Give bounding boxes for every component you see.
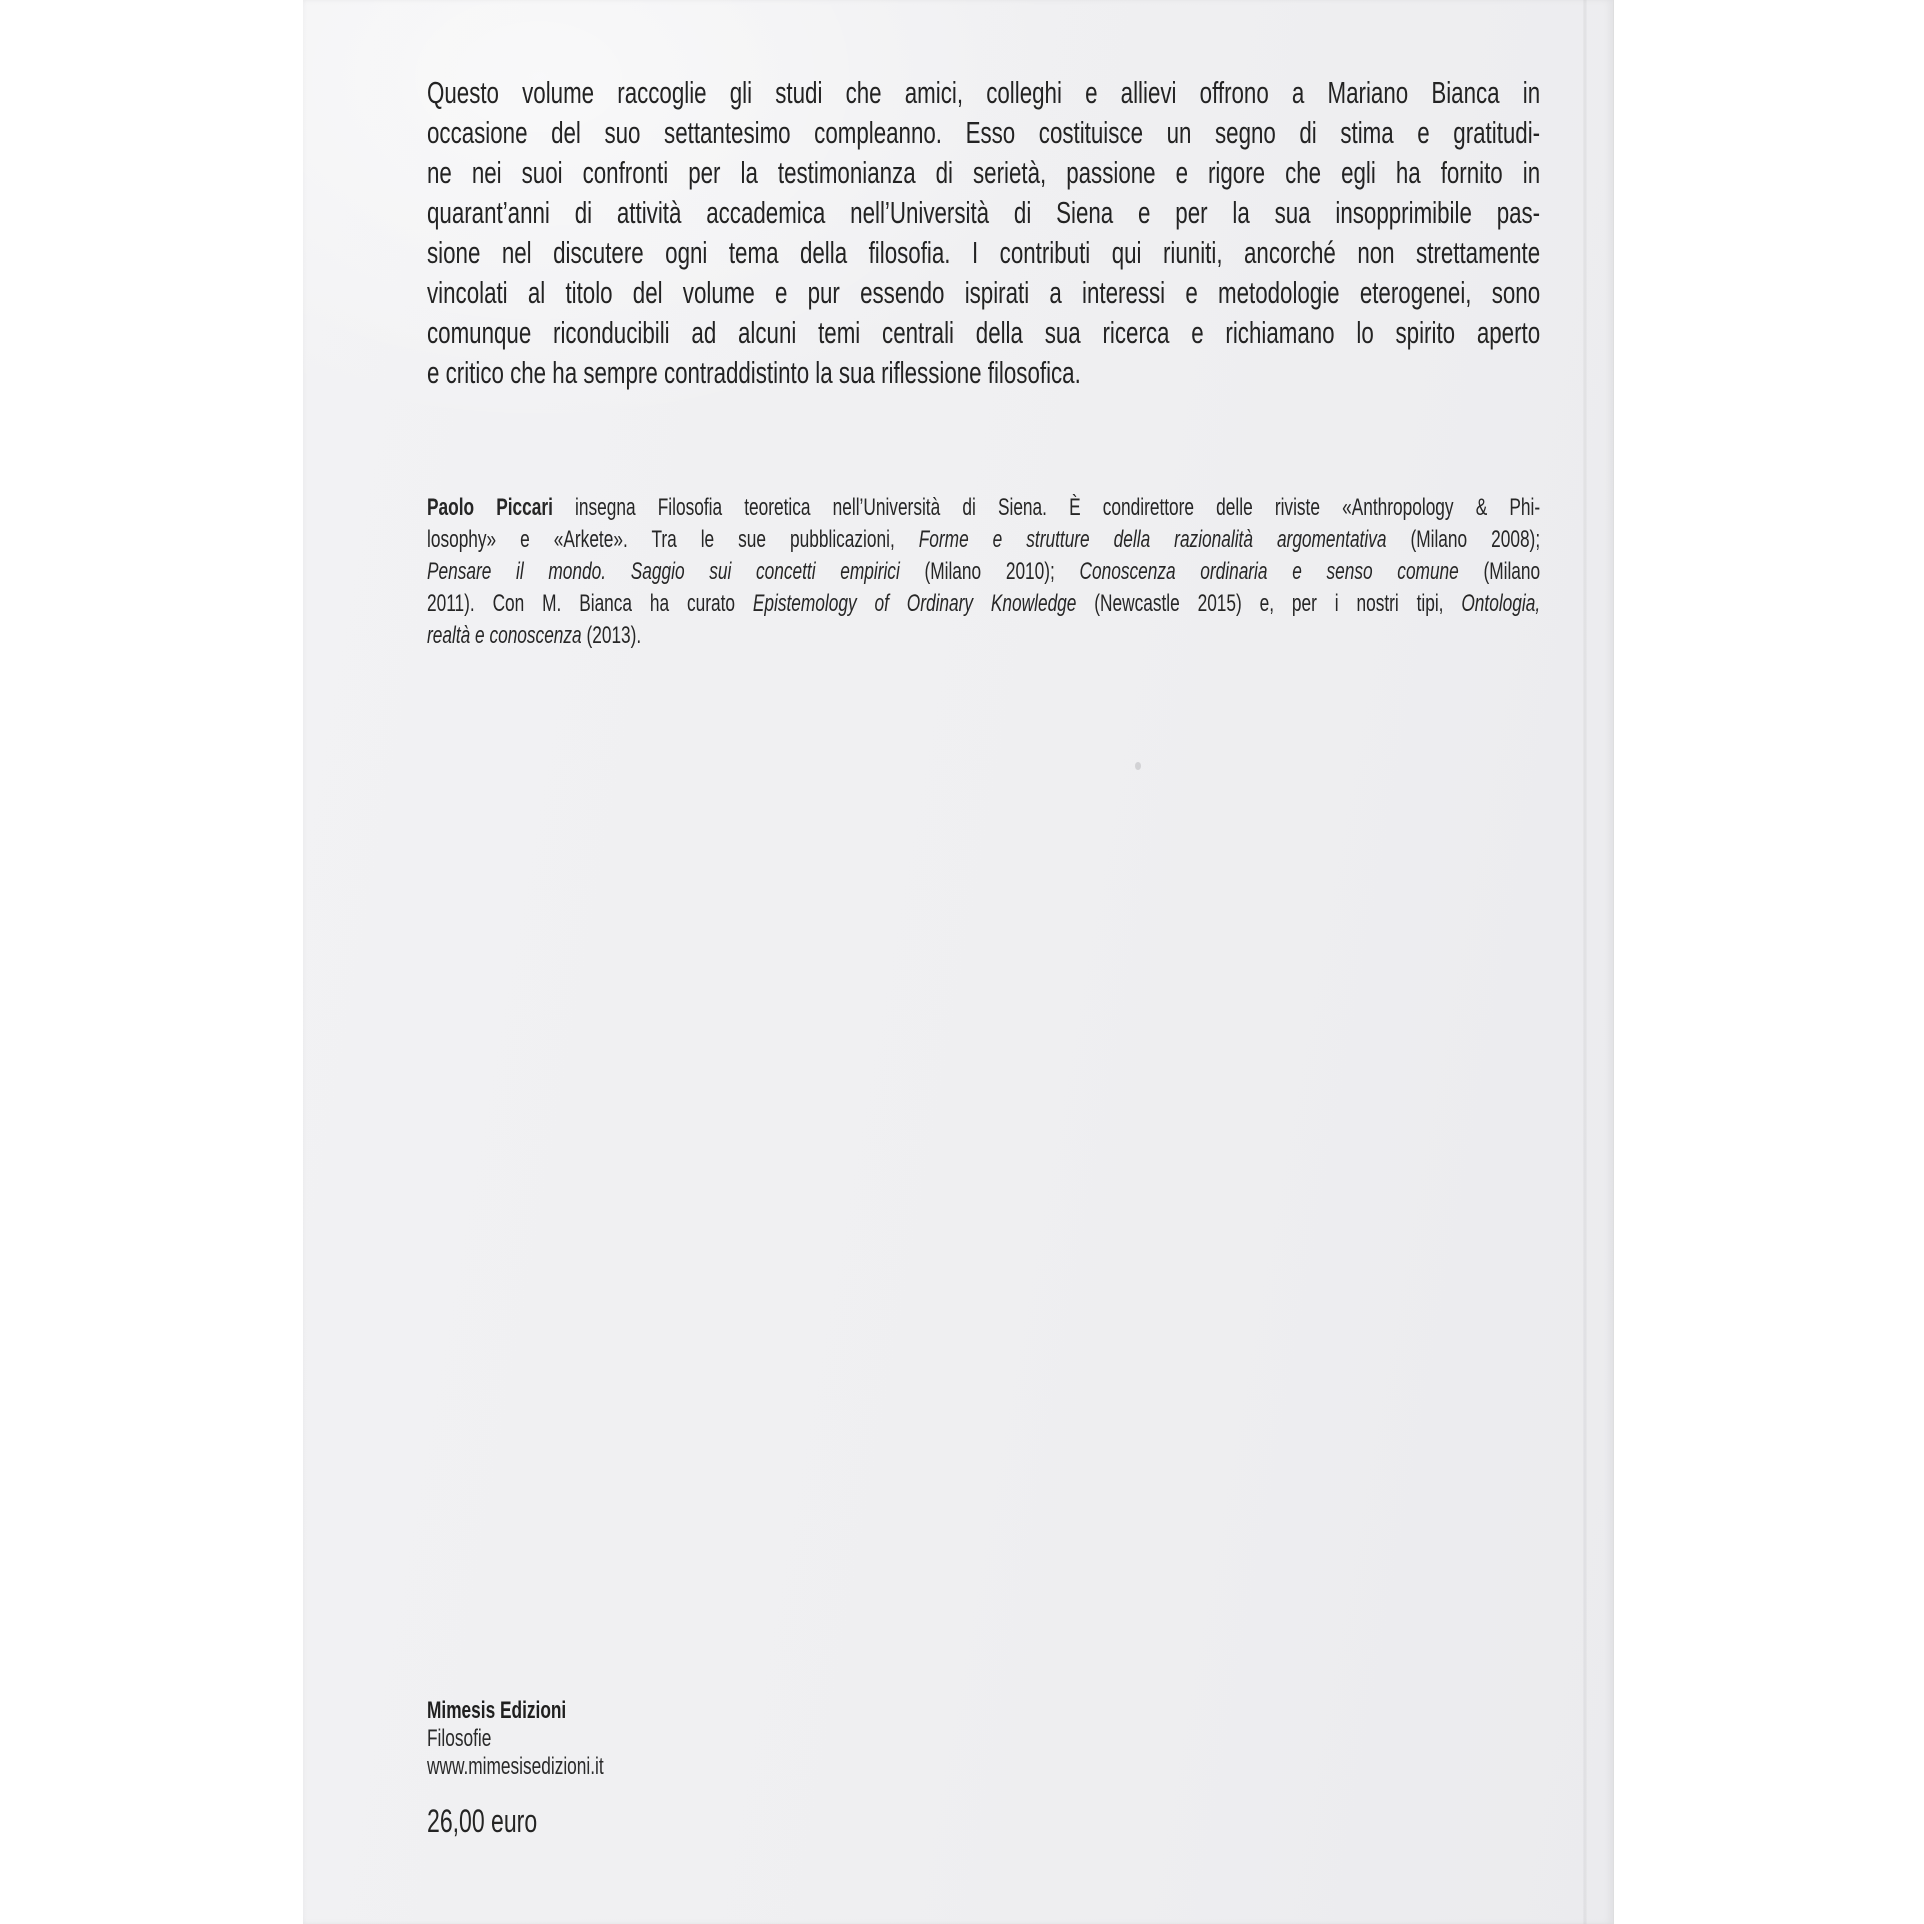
book-back-cover — [303, 0, 1614, 1924]
blurb-line: comunque riconducibili ad alcuni temi centrali della sua ricerca e richiamano lo spirito aperto — [427, 315, 1541, 350]
bio-text: (Milano — [1458, 558, 1541, 585]
author-bio-paragraph — [427, 492, 1540, 652]
bio-line — [427, 588, 1540, 620]
bio-line — [427, 492, 1540, 524]
bio-text: (Milano 2008); — [1386, 526, 1541, 553]
bio-text: 2011). Con M. Bianca ha curato — [427, 590, 753, 617]
spine-crease — [1583, 0, 1587, 1924]
blurb-line: ne nei suoi confronti per la testimonianza di serietà, passione e rigore che egli ha fornito in — [427, 155, 1541, 190]
bio-line — [427, 620, 1540, 652]
book-title: Ontologia, — [1461, 590, 1541, 617]
dust-speck — [1135, 762, 1141, 770]
publisher-block — [427, 1697, 1540, 1781]
bio-text: (Newcastle 2015) e, per i nostri tipi, — [1076, 590, 1462, 617]
series-name: Filosofie — [427, 1725, 492, 1752]
bio-text: insegna Filosofia teoretica nell’Università di Siena. È condirettore delle riviste «Anthropology & Phi- — [552, 494, 1541, 521]
publisher-name: Mimesis Edizioni — [427, 1697, 567, 1724]
book-title: Forme e strutture della razionalità argomentativa — [918, 526, 1387, 553]
bio-line — [427, 556, 1540, 588]
book-title: Pensare il mondo. Saggio sui concetti empirici — [427, 558, 900, 585]
price-label: 26,00 euro — [427, 1803, 538, 1839]
bio-line — [427, 524, 1540, 556]
publisher-website: www.mimesisedizioni.it — [427, 1753, 604, 1780]
bio-text: (Milano 2010); — [899, 558, 1080, 585]
book-title: Conoscenza ordinaria e senso comune — [1079, 558, 1459, 585]
bio-text: (2013). — [581, 622, 642, 649]
blurb-line: e critico che ha sempre contraddistinto la sua riflessione filosofica. — [427, 355, 1081, 390]
blurb-line: sione nel discutere ogni tema della filosofia. I contributi qui riuniti, ancorché non strettamente — [427, 235, 1541, 270]
blurb-line: quarant’anni di attività accademica nell’Università di Siena e per la sua insopprimibile pas- — [427, 195, 1541, 230]
blurb-line: Questo volume raccoglie gli studi che amici, colleghi e allievi offrono a Mariano Bianca in — [427, 75, 1541, 110]
bio-text: losophy» e «Arkete». Tra le sue pubblicazioni, — [427, 526, 919, 553]
author-name: Paolo Piccari — [427, 494, 553, 521]
blurb-line: vincolati al titolo del volume e pur essendo ispirati a interessi e metodologie eterogenei, sono — [427, 275, 1541, 310]
blurb-paragraph — [427, 73, 1540, 393]
book-title: Epistemology of Ordinary Knowledge — [752, 590, 1077, 617]
book-title: realtà e conoscenza — [427, 622, 582, 649]
blurb-line: occasione del suo settantesimo compleanno. Esso costituisce un segno di stima e gratitudi- — [427, 115, 1541, 150]
